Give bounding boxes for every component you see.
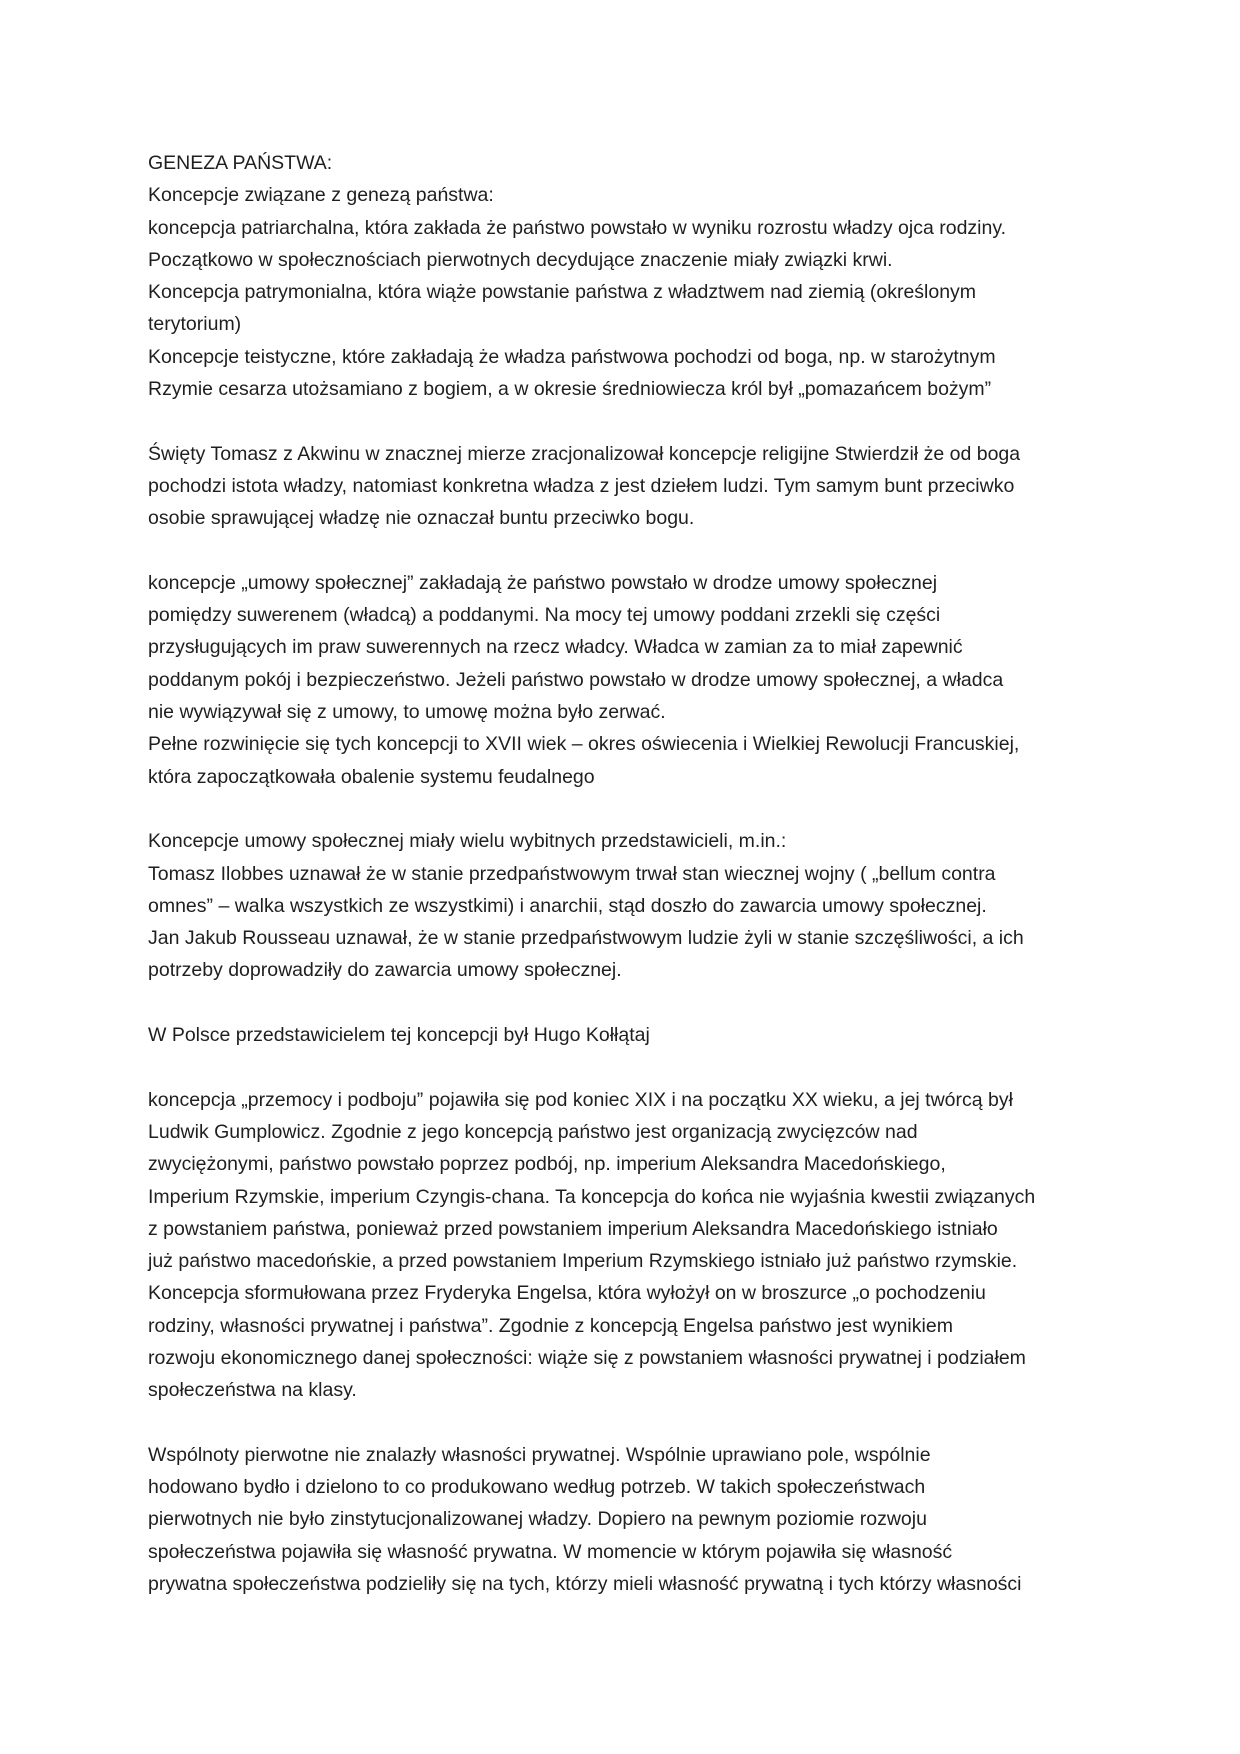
text-line: terytorium) [148,313,242,336]
text-line: Wspólnoty pierwotne nie znalazły własności prywatnej. Wspólnie uprawiano pole, wspólnie [148,1443,931,1466]
text-line: Koncepcje teistyczne, które zakładają że władza państwowa pochodzi od boga, np. w starożytnym [148,345,996,368]
text-line: zwyciężonymi, państwo powstało poprzez podbój, np. imperium Aleksandra Macedońskiego, [148,1153,946,1176]
text-line: rozwoju ekonomicznego danej społeczności: wiąże się z powstaniem własności prywatnej i podziałem [148,1346,1026,1369]
text-line: W Polsce przedstawicielem tej koncepcji był Hugo Kołłątaj [148,1024,650,1047]
paragraph-gap [148,535,1098,567]
text-line: która zapoczątkowała obalenie systemu feudalnego [148,765,595,788]
text-line: Tomasz Ilobbes uznawał że w stanie przedpaństwowym trwał stan wiecznej wojny ( „bellum contra [148,862,996,885]
text-line: Koncepcje umowy społecznej miały wielu wybitnych przedstawicieli, m.in.: [148,830,787,853]
text-line: Pełne rozwinięcie się tych koncepcji to XVII wiek – okres oświecenia i Wielkiej Rewolucji Francuskiej, [148,733,1020,756]
text-line: poddanym pokój i bezpieczeństwo. Jeżeli państwo powstało w drodze umowy społecznej, a władca [148,668,1004,691]
paragraph-gap [148,1407,1098,1439]
text-line: nie wywiązywał się z umowy, to umowę można było zerwać. [148,701,666,724]
text-line: pochodzi istota władzy, natomiast konkretna władza z jest dziełem ludzi. Tym samym bunt przeciwko [148,474,1015,497]
text-line: Imperium Rzymskie, imperium Czyngis-chana. Ta koncepcja do końca nie wyjaśnia kwestii związanych [148,1185,1036,1208]
text-line: Ludwik Gumplowicz. Zgodnie z jego koncepcją państwo jest organizacją zwycięzców nad [148,1120,918,1143]
text-line: koncepcje „umowy społecznej” zakładają że państwo powstało w drodze umowy społecznej [148,571,938,594]
document-body [148,147,1098,1600]
text-line: Jan Jakub Rousseau uznawał, że w stanie przedpaństwowym ludzie żyli w stanie szczęśliwości, a ich [148,927,1024,950]
text-line: społeczeństwa na klasy. [148,1379,357,1402]
text-line: już państwo macedońskie, a przed powstaniem Imperium Rzymskiego istniało już państwo rzymskie. [148,1250,1018,1273]
text-line: omnes” – walka wszystkich ze wszystkimi) i anarchii, stąd doszło do zawarcia umowy społecznej. [148,894,987,917]
text-line: Koncepcja patrymonialna, która wiąże powstanie państwa z władztwem nad ziemią (określonym [148,281,977,304]
text-line: przysługujących im praw suwerennych na rzecz władcy. Władca w zamian za to miał zapewnić [148,636,963,659]
text-line: osobie sprawującej władzę nie oznaczał buntu przeciwko bogu. [148,507,695,530]
text-line: potrzeby doprowadziły do zawarcia umowy społecznej. [148,959,622,982]
text-line: pierwotnych nie było zinstytucjonalizowanej władzy. Dopiero na pewnym poziomie rozwoju [148,1508,927,1531]
paragraph-gap [148,987,1098,1019]
paragraph-gap [148,405,1098,437]
text-line: hodowano bydło i dzielono to co produkowano według potrzeb. W takich społeczeństwach [148,1476,926,1499]
text-line: pomiędzy suwerenem (władcą) a poddanymi. Na mocy tej umowy poddani zrzekli się części [148,604,941,627]
text-line: Rzymie cesarza utożsamiano z bogiem, a w okresie średniowiecza król był „pomazańcem bożym” [148,378,992,401]
text-line: Święty Tomasz z Akwinu w znacznej mierze zracjonalizował koncepcje religijne Stwierdził że od boga [148,442,1021,465]
paragraph-gap [148,793,1098,825]
text-line: rodziny, własności prywatnej i państwa”. Zgodnie z koncepcją Engelsa państwo jest wynikiem [148,1314,953,1337]
document-title: GENEZA PAŃSTWA: [148,152,333,174]
text-line: Koncepcje związane z genezą państwa: [148,184,494,207]
text-line: z powstaniem państwa, ponieważ przed powstaniem imperium Aleksandra Macedońskiego istniało [148,1217,998,1240]
text-line: prywatna społeczeństwa podzieliły się na tych, którzy mieli własność prywatną i tych którzy własności [148,1573,1022,1596]
text-line: koncepcja „przemocy i podboju” pojawiła się pod koniec XIX i na początku XX wieku, a jej twórcą był [148,1088,1013,1111]
text-line: koncepcja patriarchalna, która zakłada że państwo powstało w wyniku rozrostu władzy ojca rodziny. [148,216,1007,239]
text-line: Koncepcja sformułowana przez Fryderyka Engelsa, która wyłożył on w broszurce „o pochodzeniu [148,1282,986,1305]
paragraph-gap [148,1051,1098,1083]
text-line: Początkowo w społecznościach pierwotnych decydujące znaczenie miały związki krwi. [148,248,893,271]
text-line: społeczeństwa pojawiła się własność prywatna. W momencie w którym pojawiła się własność [148,1540,953,1563]
